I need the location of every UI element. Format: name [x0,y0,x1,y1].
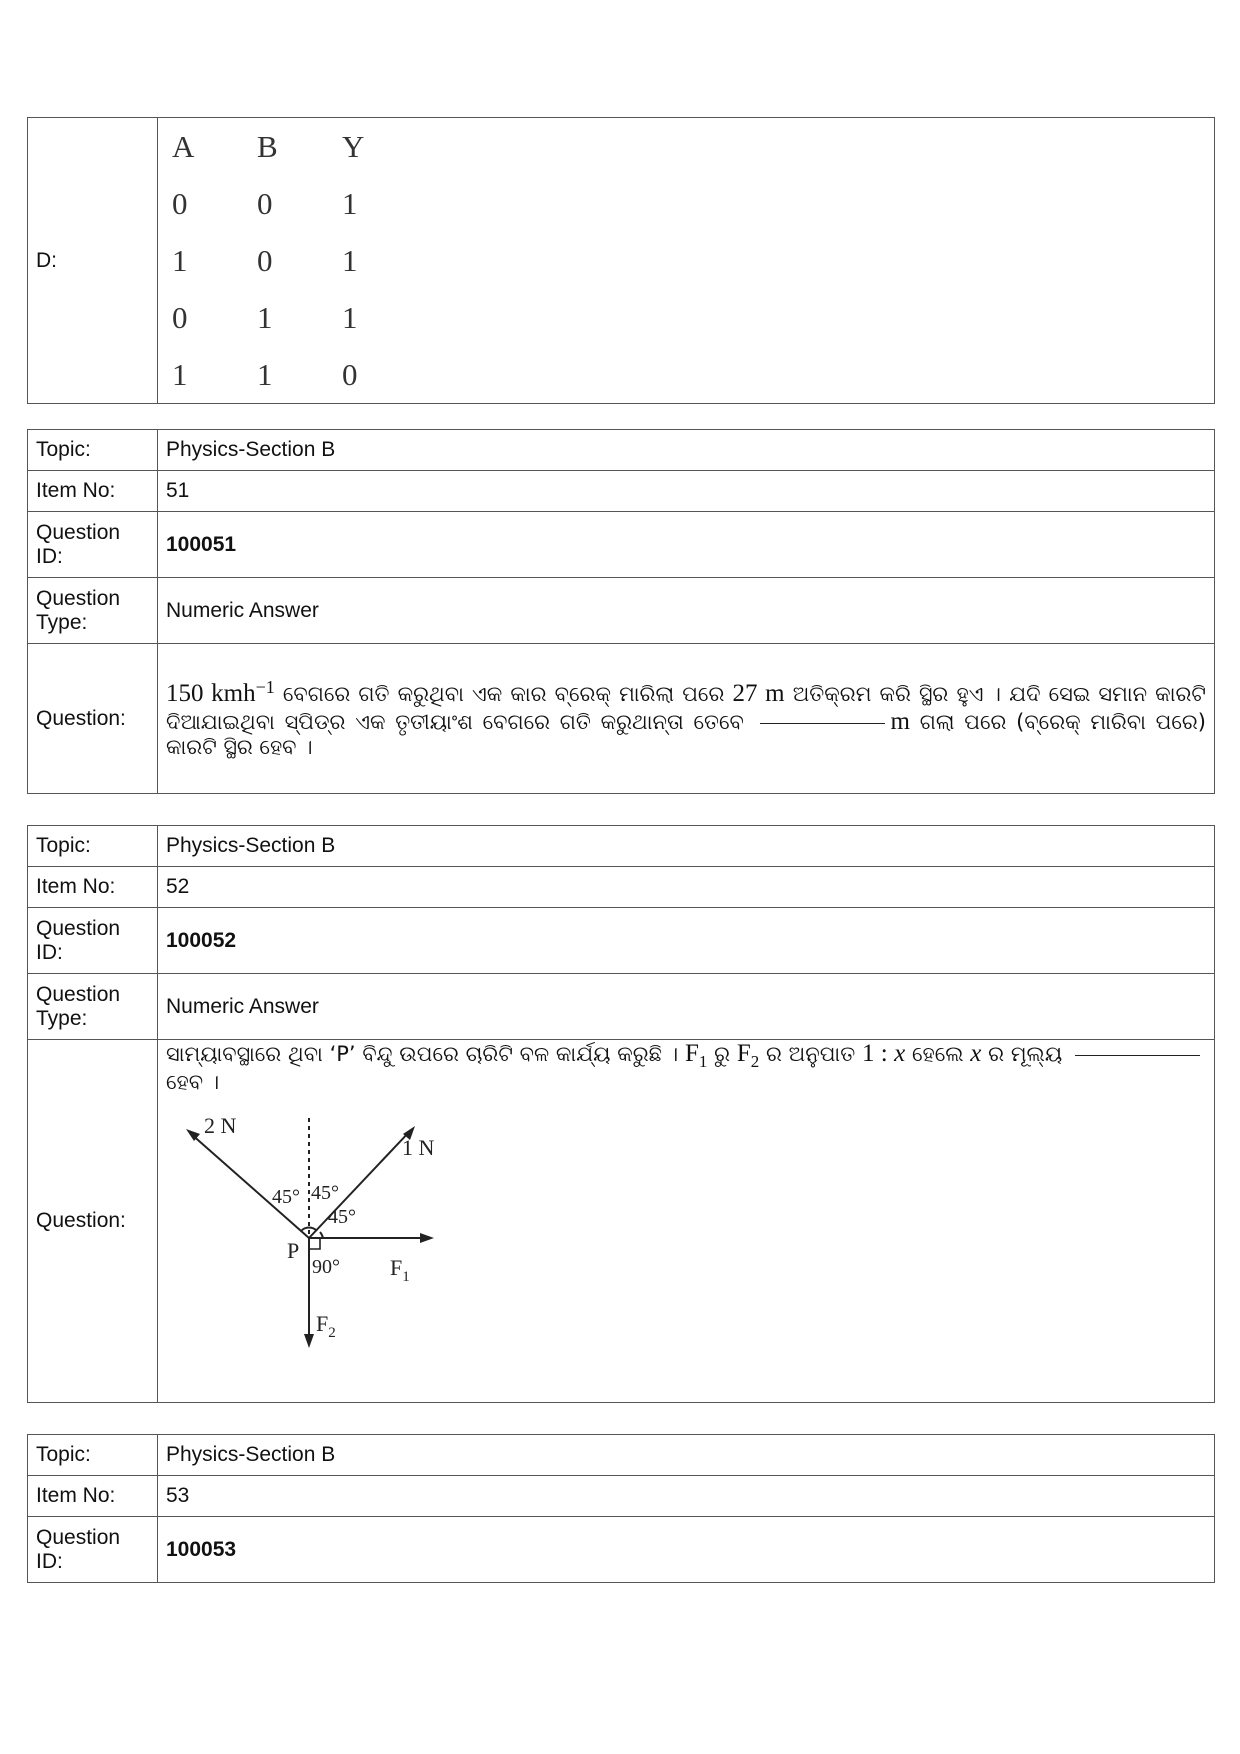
question-text-part: ସାମ୍ୟାବସ୍ଥାରେ ଥିବା ‘P’ ବିନ୍ଦୁ ଉପରେ ଚାରିଟି ବଳ କାର୍ଯ୍ୟ କରୁଛି । [166,1042,679,1066]
question-id-label: Question ID: [28,1517,158,1583]
question-text-part: ଅତିକ୍ରମ କରି ସ୍ଥିର ହୁଏ । ଯଦି ସେଇ ସମାନ କାରଟି ଦିଆଯାଇଥିବା ସ୍ପିଡ୍‌ର ଏକ ତୃତୀୟାଂଶ ବେଗରେ ଗତି କରୁଥାନ୍ତା ତେବେ [166,682,1206,735]
question-51-block [27,429,1215,794]
question-text-part: ର ମୂଲ୍ୟ [988,1042,1063,1066]
question-id-label: Question ID: [28,908,158,974]
point-p-label: P [287,1237,300,1263]
answer-blank [1075,1055,1200,1056]
question-statement [166,1040,1206,1095]
option-d-block [27,117,1215,404]
question-type-value: Numeric Answer [158,974,1215,1040]
f2-label [316,1311,336,1341]
f2-label-letter: F [316,1310,329,1336]
f2-label-subscript: 2 [328,1324,336,1341]
cell-b: 1 [257,357,273,392]
angle-label-lower: 45° [328,1205,356,1228]
question-type-label: Question Type: [28,974,158,1040]
option-d-label: D: [28,118,158,404]
item-no-value: 52 [158,867,1215,908]
angle-label-90: 90° [312,1255,340,1278]
f1-label-subscript: 1 [402,1268,410,1285]
question-id-value: 100053 [158,1517,1215,1583]
question-text-part: ଗଲା ପରେ (ବ୍ରେକ୍ ମାରିବା ପରେ) କାରଟି ସ୍ଥିର ହେବ । [166,710,1206,760]
f1-symbol [684,1040,708,1071]
ratio-number: 1 : [861,1040,895,1067]
truth-table [172,118,427,403]
arrowhead-f2 [304,1334,314,1348]
truth-table-header [172,118,427,175]
question-text [158,644,1215,794]
force-2n-label: 2 N [204,1112,237,1138]
speed-exponent: −1 [255,677,275,698]
cell-a: 0 [172,300,188,335]
f1-subscript: 1 [698,1052,708,1071]
question-text-part: ବେଗରେ ଗତି କରୁଥିବା ଏକ କାର ବ୍ରେକ୍ ମାରିଲା ପରେ [282,682,725,707]
question-label: Question: [28,644,158,794]
topic-value: Physics-Section B [158,430,1215,471]
item-no-label: Item No: [28,867,158,908]
angle-label-right: 45° [311,1181,339,1204]
force-1n-label: 1 N [402,1134,435,1160]
f1-label [390,1255,410,1285]
ratio-variable: x [894,1040,906,1067]
item-no-value: 53 [158,1476,1215,1517]
question-type-value: Numeric Answer [158,578,1215,644]
header-b: B [257,129,278,164]
question-text-part: ହେଲେ [911,1042,964,1066]
header-y: Y [342,129,365,164]
cell-y: 1 [342,300,358,335]
topic-label: Topic: [28,430,158,471]
cell-y: 1 [342,243,358,278]
question-53-block [27,1434,1215,1583]
question-text [158,1040,1215,1403]
cell-b: 0 [257,186,273,221]
item-no-value: 51 [158,471,1215,512]
question-id-value: 100051 [158,512,1215,578]
question-text-part: ରୁ [714,1042,731,1066]
header-a: A [172,129,195,164]
question-id-value: 100052 [158,908,1215,974]
truth-table-cell [158,118,1215,404]
f2-subscript: 2 [750,1052,760,1071]
question-text-part: ର ଅନୁପାତ [766,1042,856,1066]
truth-table-row [172,346,427,403]
distance-value: 27 m [732,680,785,708]
angle-label-left: 45° [272,1185,300,1208]
force-diagram [166,1103,466,1348]
variable-x: x [970,1040,982,1067]
question-text-part: ହେବ । [166,1070,220,1095]
cell-a: 0 [172,186,188,221]
ratio-value [862,1040,905,1067]
question-52-block [27,825,1215,1403]
question-label: Question: [28,1040,158,1403]
truth-table-row [172,232,427,289]
arrowhead-f1 [420,1233,434,1243]
topic-value: Physics-Section B [158,826,1215,867]
cell-a: 1 [172,357,188,392]
cell-y: 0 [342,357,358,392]
cell-b: 0 [257,243,273,278]
topic-label: Topic: [28,826,158,867]
f1-letter: F [684,1040,699,1067]
question-id-label: Question ID: [28,512,158,578]
answer-blank [760,723,885,724]
speed-value: 150 kmh [166,680,256,708]
truth-table-row [172,289,427,346]
f2-symbol [736,1040,760,1071]
f2-letter: F [736,1040,751,1067]
cell-b: 1 [257,300,273,335]
unit-text: m [890,708,910,736]
truth-table-row [172,175,427,232]
cell-y: 1 [342,186,358,221]
item-no-label: Item No: [28,1476,158,1517]
f1-label-letter: F [390,1254,403,1280]
right-angle-marker [309,1238,320,1249]
topic-label: Topic: [28,1435,158,1476]
cell-a: 1 [172,243,188,278]
item-no-label: Item No: [28,471,158,512]
question-type-label: Question Type: [28,578,158,644]
topic-value: Physics-Section B [158,1435,1215,1476]
